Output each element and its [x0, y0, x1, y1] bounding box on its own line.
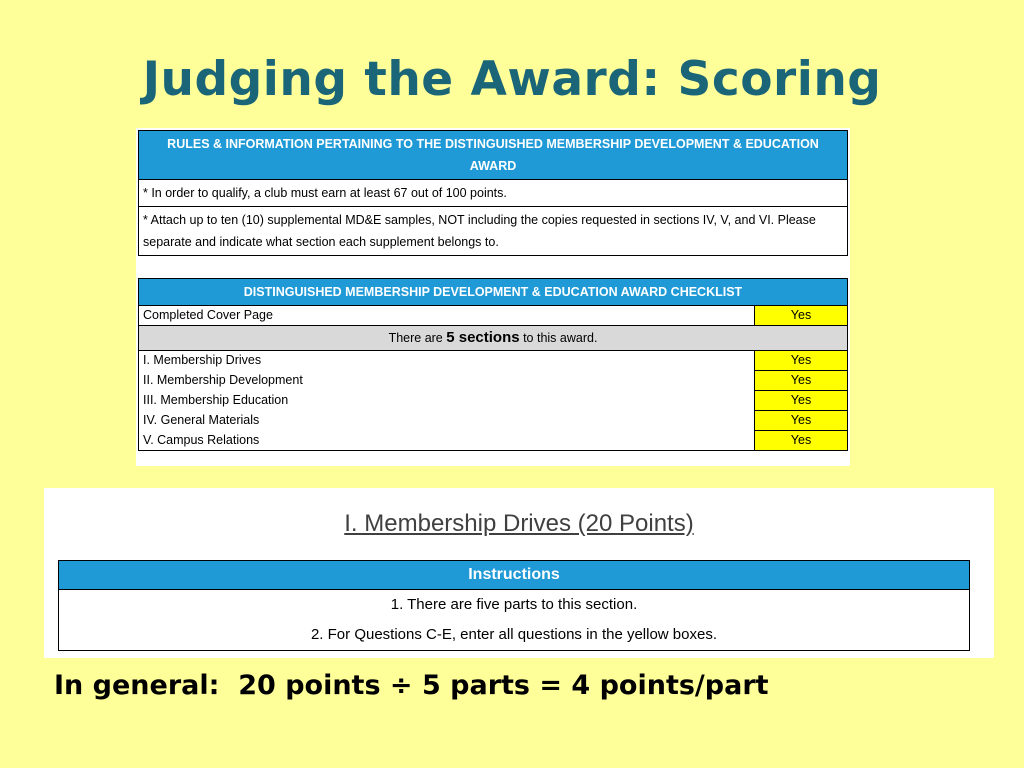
sections-note-count: 5 sections	[446, 329, 520, 346]
section-label: III. Membership Education	[139, 391, 755, 411]
footer-text: In general: 20 points ÷ 5 parts = 4 points/part	[54, 670, 769, 701]
section-label: I. Membership Drives	[139, 351, 755, 371]
rules-row: * Attach up to ten (10) supplemental MD&E samples, NOT including the copies requested in sections IV, V, and VI. Please separate and indicate what section each supplement belongs to.	[139, 207, 848, 256]
section-value[interactable]: Yes	[755, 431, 848, 451]
sections-note	[139, 326, 848, 351]
section-label: II. Membership Development	[139, 371, 755, 391]
instruction-item: 2. For Questions C-E, enter all questions in the yellow boxes.	[59, 620, 970, 651]
table-row	[139, 431, 848, 451]
instructions-header: Instructions	[59, 561, 970, 590]
section-value[interactable]: Yes	[755, 371, 848, 391]
table-row	[139, 306, 848, 326]
instruction-item: 1. There are five parts to this section.	[59, 590, 970, 621]
sections-note-before: There are	[388, 331, 447, 345]
section-label: IV. General Materials	[139, 411, 755, 431]
checklist-table	[138, 278, 848, 451]
section-title: I. Membership Drives (20 Points)	[344, 510, 694, 537]
sections-note-after: to this award.	[519, 331, 598, 345]
section-label: V. Campus Relations	[139, 431, 755, 451]
slide-title: Judging the Award: Scoring	[142, 52, 882, 107]
section-value[interactable]: Yes	[755, 411, 848, 431]
cover-page-label: Completed Cover Page	[139, 306, 755, 326]
cover-page-value[interactable]: Yes	[755, 306, 848, 326]
checklist-panel	[136, 128, 850, 466]
rules-table	[138, 130, 848, 256]
table-row	[139, 371, 848, 391]
table-row	[139, 391, 848, 411]
table-row	[139, 351, 848, 371]
table-row	[139, 411, 848, 431]
section-panel	[44, 488, 994, 658]
rules-row: * In order to qualify, a club must earn at least 67 out of 100 points.	[139, 180, 848, 207]
section-value[interactable]: Yes	[755, 351, 848, 371]
section-value[interactable]: Yes	[755, 391, 848, 411]
checklist-header: DISTINGUISHED MEMBERSHIP DEVELOPMENT & EDUCATION AWARD CHECKLIST	[139, 279, 848, 306]
rules-header: RULES & INFORMATION PERTAINING TO THE DISTINGUISHED MEMBERSHIP DEVELOPMENT & EDUCATION AWARD	[139, 131, 848, 180]
instructions-table	[58, 560, 970, 651]
